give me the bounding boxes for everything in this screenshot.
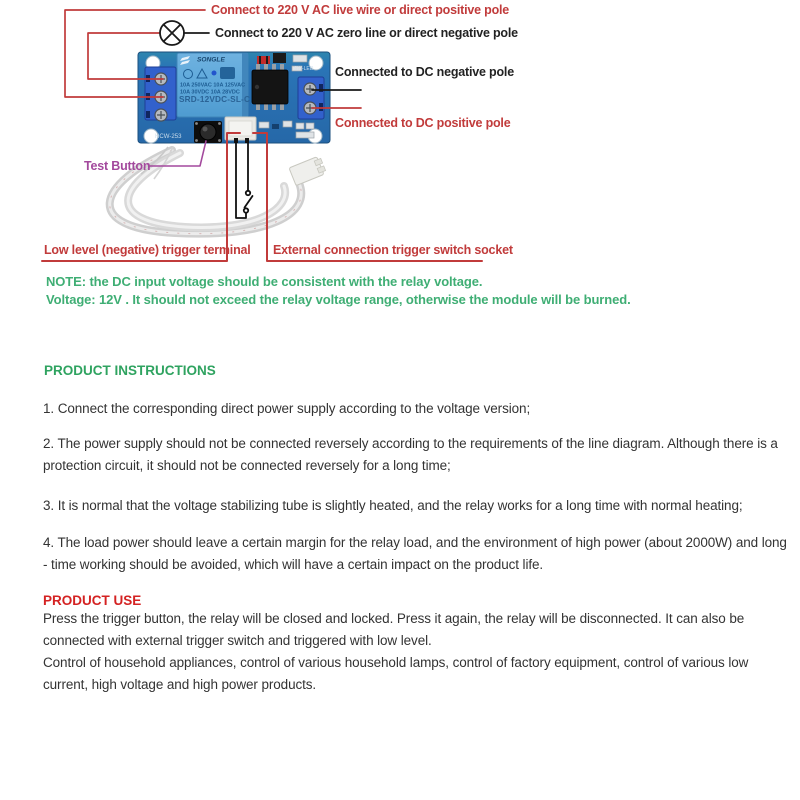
trigger-socket <box>225 117 256 143</box>
product-use-line: current, high voltage and high power products. <box>43 677 317 692</box>
ac-terminal-block <box>145 67 176 121</box>
instruction-line: 1. Connect the corresponding direct power supply according to the voltage version; <box>43 401 531 416</box>
product-use-paragraph <box>43 608 748 696</box>
product-use-heading: PRODUCT USE <box>43 593 142 608</box>
label-live-wire: Connect to 220 V AC live wire or direct positive pole <box>211 3 510 17</box>
lamp-icon <box>160 21 184 45</box>
board-model-silkscreen: HCW-253 <box>155 133 182 140</box>
note-line-1: NOTE: the DC input voltage should be consistent with the relay voltage. <box>46 274 483 289</box>
product-use-line: Control of household appliances, control of various household lamps, control of factory equipment, control of various low <box>43 655 749 670</box>
test-button-component <box>194 121 222 143</box>
instruction-item-4 <box>43 532 787 576</box>
instruction-item-1 <box>43 398 530 420</box>
label-dc-negative: Connected to DC negative pole <box>335 65 514 79</box>
ul-mark <box>220 67 235 79</box>
instruction-line: protection circuit, it should not be connected reversely for a long time; <box>43 458 451 473</box>
relay-rating-line1: 10A 250VAC 10A 125VAC <box>180 82 246 88</box>
relay-brand-text: SONGLE <box>197 56 225 64</box>
led-silkscreen: SW-LED <box>294 66 314 72</box>
instruction-line: - time working should be avoided, which will have a certain impact on the product life. <box>43 557 544 572</box>
instruction-line: 2. The power supply should not be connected reversely according to the requirements of the line diagram. Although there is a <box>43 436 778 451</box>
product-use-line: connected with external trigger switch and triggered with low level. <box>43 633 432 648</box>
note-line-2: Voltage: 12V . It should not exceed the relay voltage range, otherwise the module will be burned. <box>46 292 631 307</box>
instruction-item-3 <box>43 495 743 517</box>
relay-model-text: SRD-12VDC-SL-C <box>179 95 251 105</box>
product-instructions-heading: PRODUCT INSTRUCTIONS <box>44 363 216 378</box>
ic-chip <box>252 64 288 110</box>
label-zero-line: Connect to 220 V AC zero line or direct negative pole <box>215 26 518 40</box>
label-dc-positive: Connected to DC positive pole <box>335 116 511 130</box>
product-use-line: Press the trigger button, the relay will be closed and locked. Press it again, the relay will be disconnected. It can also be <box>43 611 745 626</box>
label-external-socket: External connection trigger switch socket <box>273 243 513 257</box>
instruction-item-2 <box>43 433 778 477</box>
dc-terminal-block <box>298 77 324 119</box>
switch-icon <box>236 141 253 218</box>
label-test-button: Test Button <box>84 159 151 173</box>
instruction-line: 4. The load power should leave a certain margin for the relay load, and the environment of high power (about 2000W) and long <box>43 535 787 550</box>
relay-rating-line2: 10A 30VDC 10A 28VDC <box>180 89 240 95</box>
blue-dot <box>212 71 217 76</box>
low-level-bracket <box>42 133 240 261</box>
instruction-line: 3. It is normal that the voltage stabilizing tube is slightly heated, and the relay works for a long time with normal heating; <box>43 498 743 513</box>
label-low-level: Low level (negative) trigger terminal <box>44 243 251 257</box>
cable-plug <box>289 156 327 186</box>
